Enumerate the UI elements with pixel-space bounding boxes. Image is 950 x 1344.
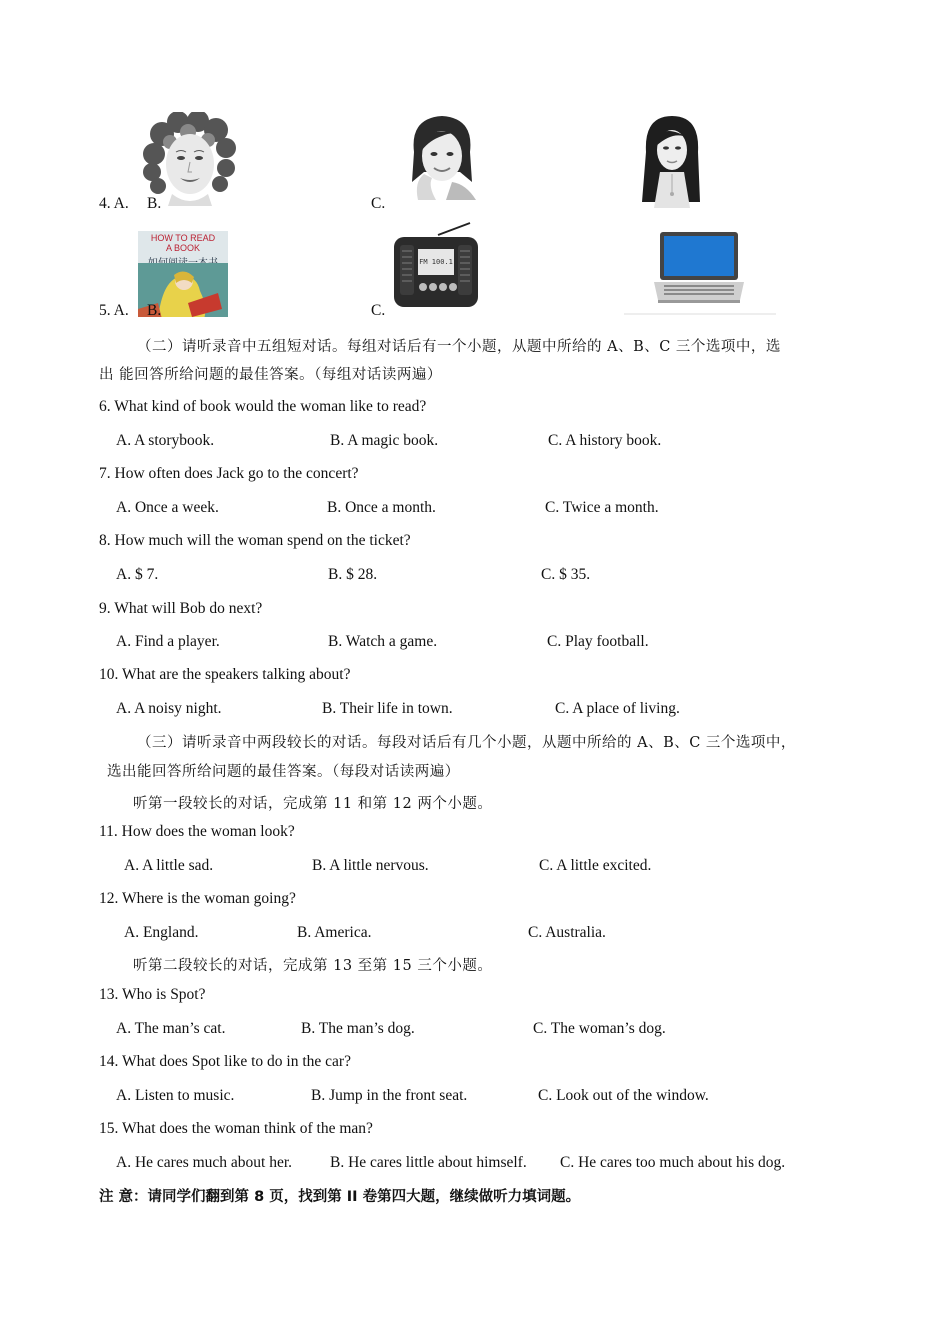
question-4-number: 4. A. [99,195,129,212]
question-14-option-c: C. Look out of the window. [538,1087,709,1104]
page-turn-note: 注 意：请同学们翻到第 8 页，找到第 II 卷第四大题，继续做听力填词题。 [99,1189,581,1205]
question-5-number: 5. A. [99,302,129,319]
long-hair-woman-picture [634,112,710,208]
question-7-option-b: B. Once a month. [327,499,436,516]
question-13-option-b: B. The man’s dog. [301,1020,415,1037]
radio-display-text: FM 100.1 [419,258,453,266]
question-8-option-b: B. $ 28. [328,566,378,583]
question-6-option-b: B. A magic book. [330,432,439,449]
question-13-option-c: C. The woman’s dog. [533,1020,666,1037]
question-10-option-b: B. Their life in town. [322,700,453,717]
question-5-option-b: B. [147,302,162,319]
question-5-option-c: C. [371,302,386,319]
book-title-line-2: A BOOK [165,243,200,253]
section-2-instruction-line-2: 出 能回答所给问题的最佳答案。（每组对话读两遍） [99,367,442,383]
dialog-1-instruction: 听第一段较长的对话，完成第 11 和第 12 两个小题。 [133,796,493,812]
question-8-option-c: C. $ 35. [541,566,591,583]
question-6-option-c: C. A history book. [548,432,662,449]
question-11-option-b: B. A little nervous. [312,857,429,874]
question-10: 10. What are the speakers talking about? [99,666,351,683]
question-8-option-a: A. $ 7. [116,566,159,583]
laptop-picture [624,228,776,316]
question-15: 15. What does the woman think of the man? [99,1120,373,1137]
question-11: 11. How does the woman look? [99,823,295,840]
question-14: 14. What does Spot like to do in the car? [99,1053,351,1070]
question-9: 9. What will Bob do next? [99,600,263,617]
smiling-woman-picture [402,112,482,200]
question-15-option-a: A. He cares much about her. [116,1154,293,1171]
question-12-option-c: C. Australia. [528,924,606,941]
book-title-line-1: HOW TO READ [150,233,216,243]
question-7-option-a: A. Once a week. [116,499,219,516]
radio-picture [392,221,480,309]
question-6: 6. What kind of book would the woman like to read? [99,398,427,415]
question-15-option-b: B. He cares little about himself. [330,1154,527,1171]
question-15-option-c: C. He cares too much about his dog. [560,1154,786,1171]
question-4-option-c: C. [371,195,386,212]
curly-hair-woman-picture [142,112,236,206]
question-4-option-b: B. [147,195,162,212]
question-12-option-b: B. America. [297,924,372,941]
dialog-2-instruction: 听第二段较长的对话，完成第 13 至第 15 三个小题。 [133,958,493,974]
question-6-option-a: A. A storybook. [116,432,215,449]
question-11-option-c: C. A little excited. [539,857,652,874]
section-3-instruction-line-2: 选出能回答所给问题的最佳答案。（每段对话读两遍） [107,764,460,780]
question-13-option-a: A. The man’s cat. [116,1020,226,1037]
question-7: 7. How often does Jack go to the concert? [99,465,359,482]
question-7-option-c: C. Twice a month. [545,499,659,516]
question-14-option-a: A. Listen to music. [116,1087,235,1104]
question-13: 13. Who is Spot? [99,986,206,1003]
question-12-option-a: A. England. [124,924,199,941]
question-11-option-a: A. A little sad. [124,857,214,874]
question-9-option-b: B. Watch a game. [328,633,438,650]
question-8: 8. How much will the woman spend on the ticket? [99,532,411,549]
question-12: 12. Where is the woman going? [99,890,296,907]
question-9-option-c: C. Play football. [547,633,649,650]
section-3-instruction-line-1: （三）请听录音中两段较长的对话。每段对话后有几个小题，从题中所给的 A、B、C 三个选项中， [137,735,796,751]
question-9-option-a: A. Find a player. [116,633,220,650]
question-14-option-b: B. Jump in the front seat. [311,1087,468,1104]
question-10-option-c: C. A place of living. [555,700,680,717]
question-10-option-a: A. A noisy night. [116,700,222,717]
section-2-instruction-line-1: （二）请听录音中五组短对话。每组对话后有一个小题，从题中所给的 A、B、C 三个选项中，选 [137,339,781,355]
